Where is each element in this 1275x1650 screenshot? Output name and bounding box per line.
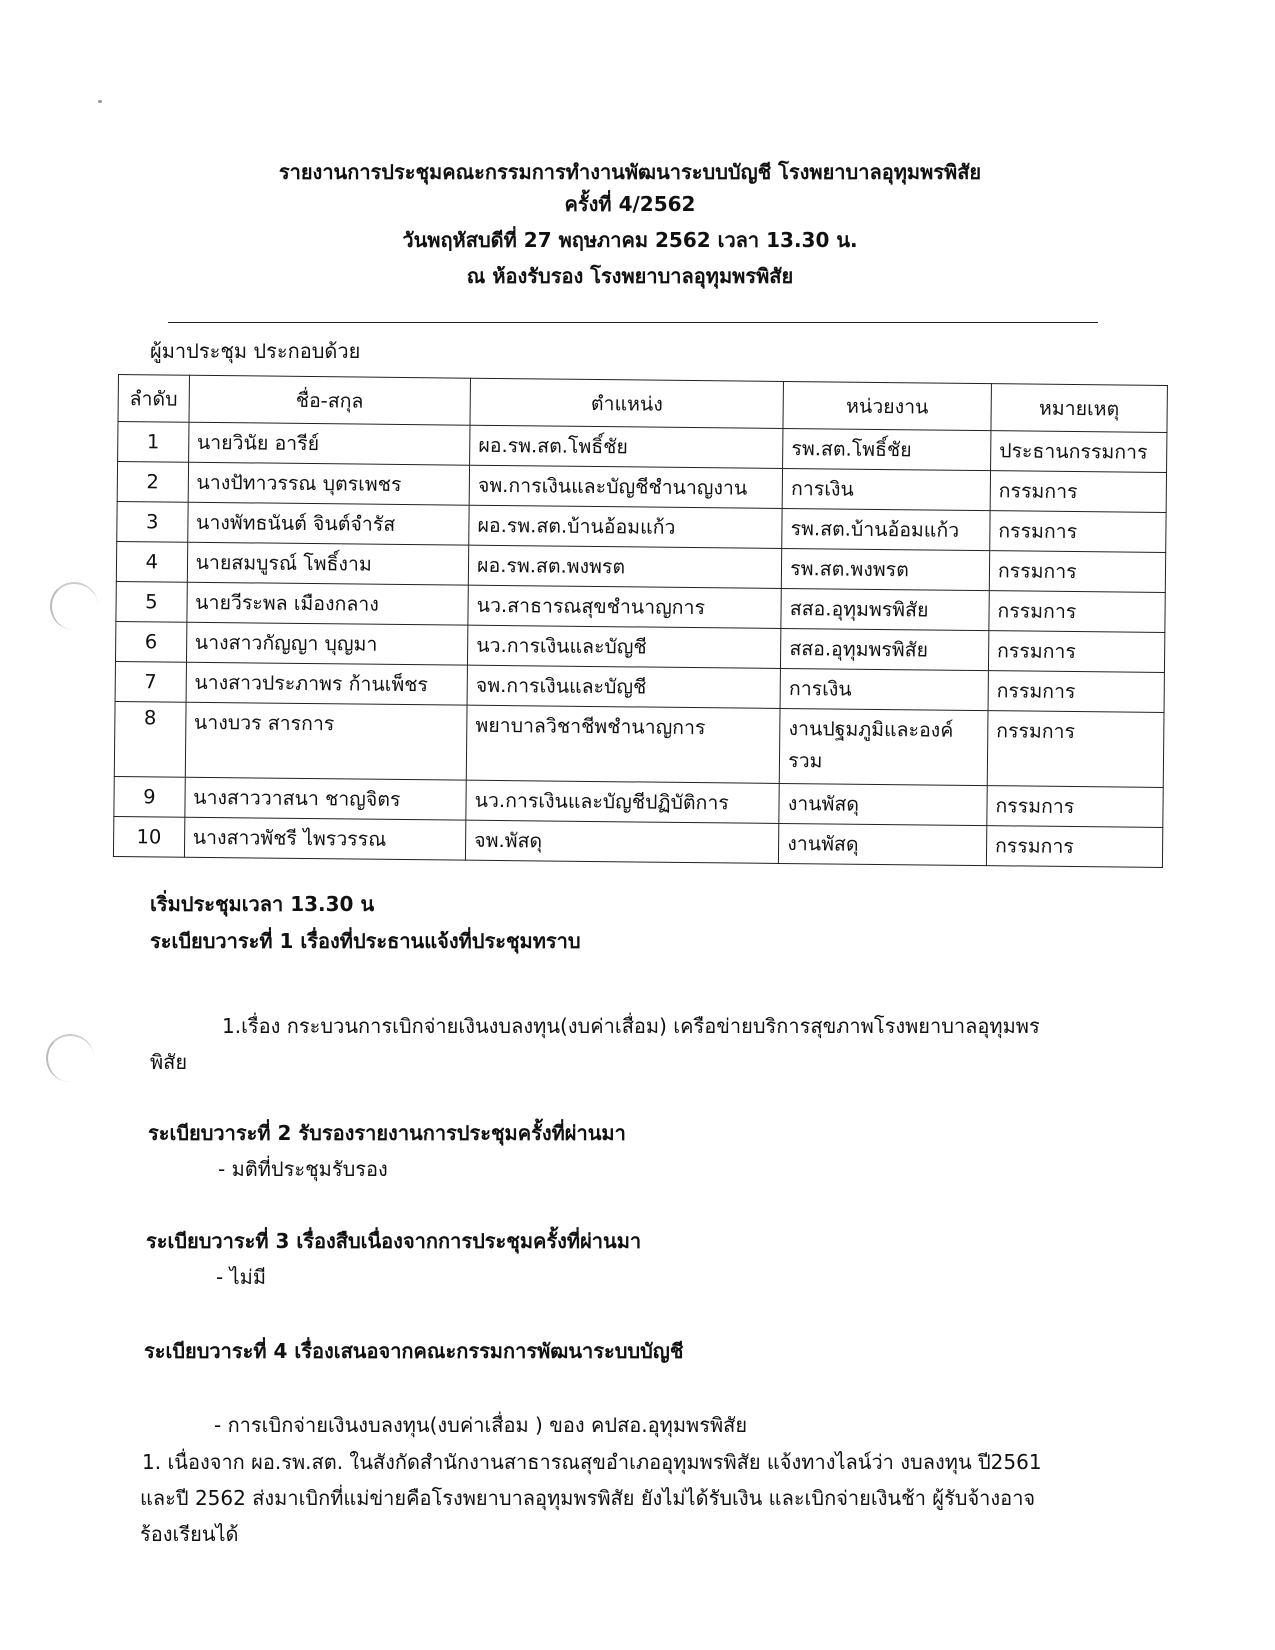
cell-remark: กรรมการ <box>988 671 1165 713</box>
cell-no: 9 <box>114 776 185 817</box>
cell-remark: กรรมการ <box>986 826 1163 868</box>
cell-name: นายวินัย อารีย์ <box>188 422 470 465</box>
cell-position: ผอ.รพ.สต.พงพรต <box>468 545 782 588</box>
col-header-position: ตำแหน่ง <box>470 378 784 428</box>
cell-no: 4 <box>116 541 187 582</box>
attendees-table <box>113 374 1168 868</box>
cell-name: นางสาวกัญญา บุญมา <box>186 622 468 665</box>
cell-unit: รพ.สต.บ้านอ้อมแก้ว <box>782 508 990 550</box>
cell-position: นว.การเงินและบัญชีปฏิบัติการ <box>466 780 780 823</box>
cell-position: จพ.การเงินและบัญชี <box>467 665 781 708</box>
cell-no: 6 <box>115 621 186 662</box>
agenda-1-item-line2: พิสัย <box>150 1050 188 1074</box>
agenda-1-title: ระเบียบวาระที่ 1 เรื่องที่ประธานแจ้งที่ประชุมทราบ <box>150 929 581 953</box>
cell-no: 3 <box>117 501 188 542</box>
agenda-4-para-line3: ร้องเรียนได้ <box>140 1522 239 1546</box>
agenda-2-title: ระเบียบวาระที่ 2 รับรองรายงานการประชุมครั้งที่ผ่านมา <box>148 1121 626 1145</box>
agenda-3-item: - ไม่มี <box>216 1265 266 1289</box>
cell-unit: งานพัสดุ <box>779 823 987 865</box>
cell-unit: งานพัสดุ <box>779 783 987 825</box>
cell-unit: งานปฐมภูมิและองค์รวม <box>779 708 987 785</box>
cell-position: จพ.การเงินและบัญชีชำนาญงาน <box>469 465 783 508</box>
cell-position: จพ.พัสดุ <box>466 820 780 863</box>
cell-no: 8 <box>114 701 185 777</box>
cell-position: พยาบาลวิชาชีพชำนาญการ <box>466 705 780 783</box>
cell-remark: กรรมการ <box>988 631 1165 673</box>
header-divider <box>168 322 1098 323</box>
agenda-4-para-line1: 1. เนื่องจาก ผอ.รพ.สต. ในสังกัดสำนักงานสาธารณสุขอำเภออุทุมพรพิสัย แจ้งทางไลน์ว่า งบลงทุน ปี2561 <box>142 1450 1042 1474</box>
cell-position: ผอ.รพ.สต.บ้านอ้อมแก้ว <box>469 505 783 548</box>
cell-name: นายวีระพล เมืองกลาง <box>187 582 469 625</box>
cell-remark: กรรมการ <box>990 471 1167 513</box>
cell-unit: รพ.สต.โพธิ์ชัย <box>783 428 991 470</box>
cell-no: 1 <box>118 422 189 463</box>
report-title: รายงานการประชุมคณะกรรมการทำงานพัฒนาระบบบัญชี โรงพยาบาลอุทุมพรพิสัย <box>278 160 982 184</box>
meeting-venue: ณ ห้องรับรอง โรงพยาบาลอุทุมพรพิสัย <box>466 264 794 288</box>
cell-name: นายสมบูรณ์ โพธิ์งาม <box>187 542 469 585</box>
agenda-4-title: ระเบียบวาระที่ 4 เรื่องเสนอจากคณะกรรมการพัฒนาระบบบัญชี <box>144 1339 684 1363</box>
agenda-4-item: - การเบิกจ่ายเงินงบลงทุน(งบค่าเสื่อม ) ของ คปสอ.อุทุมพรพิสัย <box>214 1413 748 1437</box>
cell-no: 2 <box>117 462 188 503</box>
cell-remark: กรรมการ <box>989 591 1166 633</box>
cell-name: นางบวร สารการ <box>185 702 467 780</box>
cell-position: ผอ.รพ.สต.โพธิ์ชัย <box>470 425 784 468</box>
cell-no: 7 <box>115 661 186 702</box>
punch-hole-mark <box>50 582 98 630</box>
cell-unit: สสอ.อุทุมพรพิสัย <box>781 628 989 670</box>
cell-remark: กรรมการ <box>990 511 1167 553</box>
agenda-3-title: ระเบียบวาระที่ 3 เรื่องสืบเนื่องจากการประชุมครั้งที่ผ่านมา <box>146 1229 642 1253</box>
cell-unit: สสอ.อุทุมพรพิสัย <box>781 588 989 630</box>
cell-remark: กรรมการ <box>987 711 1164 788</box>
cell-no: 5 <box>116 581 187 622</box>
punch-hole-mark <box>46 1034 94 1082</box>
cell-remark: ประธานกรรมการ <box>990 431 1167 473</box>
cell-name: นางพัทธนันต์ จินต์จำรัส <box>187 502 469 545</box>
col-header-unit: หน่วยงาน <box>783 381 991 430</box>
attendees-label: ผู้มาประชุม ประกอบด้วย <box>150 339 361 363</box>
agenda-2-item: - มติที่ประชุมรับรอง <box>218 1157 388 1181</box>
cell-remark: กรรมการ <box>987 786 1164 828</box>
cell-unit: รพ.สต.พงพรต <box>782 548 990 590</box>
col-header-no: ลำดับ <box>118 375 189 423</box>
meeting-start-time: เริ่มประชุมเวลา 13.30 น <box>150 892 375 916</box>
table-row <box>114 701 1164 787</box>
cell-unit: การเงิน <box>782 468 990 510</box>
scan-speck <box>98 100 102 103</box>
col-header-remark: หมายเหตุ <box>991 384 1168 433</box>
col-header-name: ชื่อ-สกุล <box>189 375 471 425</box>
meeting-number: ครั้งที่ 4/2562 <box>564 192 696 216</box>
cell-name: นางสาวประภาพร ก้านเพ็ชร <box>186 662 468 705</box>
cell-name: นางสาวพัชรี ไพรวรรณ <box>184 817 466 860</box>
cell-unit: การเงิน <box>780 668 988 710</box>
cell-no: 10 <box>113 816 184 857</box>
cell-name: นางปัทาวรรณ บุตรเพชร <box>188 462 470 505</box>
agenda-4-para-line2: และปี 2562 ส่งมาเบิกที่แม่ข่ายคือโรงพยาบาลอุทุมพรพิสัย ยังไม่ได้รับเงิน และเบิกจ่ายเงินช้า ผู้รับจ้างอาจ <box>140 1486 1036 1510</box>
cell-name: นางสาววาสนา ชาญจิตร <box>184 777 466 820</box>
agenda-1-item-line1: 1.เรื่อง กระบวนการเบิกจ่ายเงินงบลงทุน(งบค่าเสื่อม) เครือข่ายบริการสุขภาพโรงพยาบาลอุทุมพร <box>222 1014 1040 1038</box>
cell-position: นว.สาธารณสุขชำนาญการ <box>468 585 782 628</box>
meeting-date: วันพฤหัสบดีที่ 27 พฤษภาคม 2562 เวลา 13.30 น. <box>402 228 858 252</box>
cell-remark: กรรมการ <box>989 551 1166 593</box>
cell-position: นว.การเงินและบัญชี <box>468 625 782 668</box>
